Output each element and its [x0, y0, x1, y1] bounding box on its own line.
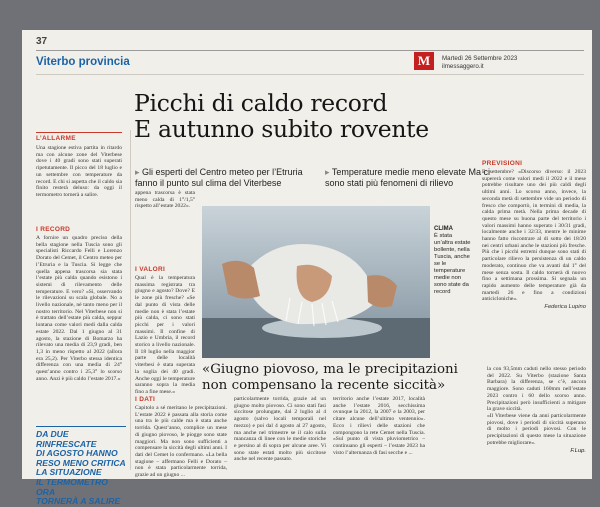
body-column-2 — [234, 396, 326, 463]
body-column-3 — [333, 396, 425, 456]
promo-box — [36, 430, 126, 507]
allarme-text: Una stagione estiva partita in ritardo ma con alcune zone del Viterbese dove i 40 gradi sono stati superati ripetutamente. Il picco del 18 luglio e un settembre con temperature da record. E chi si aspetta che il caldo sia finito resterà deluso: da oggi il termometro tornerà a salire. — [36, 145, 122, 198]
dati-kicker: I DATI — [135, 396, 156, 403]
body-text-2: particolarmente torrida, grazie ad un giugno molto piovoso. Ci sono stati fasi siccitose prolungate, dal 2 luglio al 4 agosto (salvo locali temporali nel mezzo) e poi dal 4 agosto al 27 agosto, ma anche nel trimestre se il calo sulla mancanza di linee con le medie storiche e persino al di sopra per alcune aree. Vi sono state estati molto più siccitose anche nel recente passato. — [234, 396, 326, 463]
dati-column — [135, 396, 227, 479]
subheadline-left — [135, 167, 323, 189]
previsioni-text: E settembre? «Discorso diverso: il 2023 supererà come valori medi il 2022 e il mese potrebbe risultare uno dei più caldi degli ultimi anni. Lo scorso anno, invece, la seconda metà di settembre vide un periodo di fresco che comportò, in termini di media, la calda prima metà. Nella prima decade di questo mese su buona parte del territorio i valori massimi hanno superato i 30/31 gradi, localmente anche i 32/33, mentre le minime hanno fatto riscontrare al di sotto dei 18/20 nei centri urbani anche le stazioni più fresche. Più che i picchi estremi dunque sono stati di particolare rilievo la persistenza di un caldo moderato, continuo che va avanti dal 1° del mese senza sosta. Il caldo tornerà di nuovo fino a settimana prossima. Si segnala un rapido aumento delle temperature già da martedì 26 e fino a condizioni anticicloniche». — [482, 169, 586, 303]
allarme-kicker: L’ALLARME — [36, 132, 122, 142]
dateline — [442, 55, 517, 70]
promo-line-1: DA DUE RINFRESCATE — [36, 429, 97, 449]
valori-column — [135, 266, 195, 396]
dati-text: Capitolo a sé meritano le precipitazioni. L’estate 2022 è passata alla storia come una tra le più calde ma è stata anche torrida. Quest’anno, complice un mese di giugno piovoso, le piogge sono state maggiori. Ma non sono sufficienti a compensare la siccità degli ultimi anni. I dati del Cemet lo confermano. «La bella stagione – affermano Felli e Dorato – non è stata particolarmente torrida, grazie ad un giugno ... — [135, 405, 227, 479]
subheadline-right-text: Temperature medie meno elevate Ma ci sono stati più fenomeni di rilievo — [325, 167, 490, 188]
promo-line-6: TORNERÀ A SALIRE — [36, 496, 121, 507]
pull-quote — [202, 362, 482, 394]
page-number: 37 — [36, 36, 48, 47]
newspaper-page — [22, 30, 592, 507]
photo-illustration — [202, 206, 430, 358]
issue-date: Martedì 26 Settembre 2023 — [442, 55, 518, 62]
allarme-box — [36, 132, 122, 199]
photo-caption — [434, 226, 472, 296]
bullet-icon: ▸ — [325, 167, 330, 177]
headline-line-2: E autunno subito rovente — [134, 115, 429, 143]
quote-line-1: «Giugno piovoso, ma le precipitazioni — [202, 362, 458, 377]
promo-line-3: RESO MENO CRITICA — [36, 457, 126, 468]
valori-kicker: I VALORI — [135, 266, 166, 273]
promo-rule — [36, 426, 126, 427]
main-headline — [134, 90, 434, 142]
subheadline-right — [325, 167, 490, 189]
top-rule — [36, 50, 584, 51]
website: ilmessaggero.it — [442, 62, 484, 70]
mid-text: appena trascorsa è stata meno calda di 1°/1,5° rispetto all’estate 2022». — [135, 190, 195, 210]
newspaper-logo: M — [414, 52, 434, 70]
byline: Federica Lupino — [544, 304, 586, 311]
promo-line-4: LA SITUAZIONE — [36, 467, 102, 478]
subheadline-left-text: Gli esperti del Centro meteo per l’Etruria fanno il punto sul clima del Viterbese — [135, 167, 303, 188]
section-title: Viterbo provincia — [36, 56, 130, 68]
record-kicker: I RECORD — [36, 226, 71, 233]
record-column — [36, 226, 122, 382]
header-rule — [36, 74, 584, 75]
promo-line-2: DI AGOSTO HANNO — [36, 448, 118, 459]
record-text: A fornire un quadro preciso della bella stagione nella Tuscia sono gli specialisti Riccardo Felli e Lorenzo Dorato del Cemet, il Centro meteo per l’Etruria e la Tuscia. Si legge che quella appena trascorsa sia stata l’estate più calda quando esistono i sistemi di rilevamento delle temperature. E vero? «Sì, osservando le rilevazioni su scala globale. No a livello nazionale, né tanto meno per il nostro territorio. Nel Viterbese non si è trattato dell’estate più calda, seppur lontana come valori medi dalla calda estate 2022. Dal 1 giugno al 31 agosto, la stazione di Bomarzo ha rilevato una media di 23,9 gradi, ben 1,3 in meno rispetto al 2022 (allora era 25,2). Per Viterbo stessa identica differenza con una media di 24° quest’anno contro i 25,3° lo scorso anno. Anzi è più caldo l’estate 2017.» — [36, 235, 122, 382]
quote-line-2: non compensano la recente siccità» — [202, 378, 446, 393]
body-column-5 — [487, 366, 586, 454]
promo-line-5: IL TERMOMETRO ORA — [36, 476, 108, 497]
body-text-5: «Il Viterbese viene da anni particolarmente piovosi, dove i periodi di siccità superano di molto i periodi piovosi. Con le precipitazioni di questo mese la situazione potrebbe migliorare». — [487, 412, 586, 446]
previsioni-column — [482, 160, 586, 310]
mid-column-top — [135, 190, 195, 210]
bullet-icon: ▸ — [135, 167, 140, 177]
previsioni-kicker: PREVISIONI — [482, 160, 523, 167]
body-text-4: la con 93,5mm caduti nello stesso periodo del 2022. Su Viterbo (stazione Santa Barbara) la differenza, se c’è, ancora maggiore. Sono caduti 160mm nell’estate 2023 contro i 60 dello scorso anno. Precipitazioni però insufficienti a mitigare la grave siccità. — [487, 366, 586, 413]
caption-kicker: CLIMA — [434, 226, 453, 232]
body-text-3: territorio anche l’estate 2017, località anche l’estate 2016, secchissima ovunque la 2012, la 2007 e la 2003, per citare alcune dell’ultimo ventennio». Ecco i rilievi delle stazioni che compongono la rete Cemet nella Tuscia. «Sul punto di vista pluviometrico – continuano gli esperti – l’estate 2023 ha visto l’alternanza di fasi secche e ... — [333, 396, 425, 456]
column-divider — [130, 130, 131, 470]
caption-text: È stata un’altra estate bollente, nella Tuscia, anche se le temperature medie non sono state da record — [434, 233, 471, 295]
headline-line-1: Picchi di caldo record — [134, 89, 388, 117]
signature: F.Lup. — [570, 448, 586, 455]
heat-photo — [202, 206, 430, 358]
valori-text: Qual è la temperatura massima registrata tra giugno e agosto? Dove? E le zone più fresche? «Se dal punto di vista delle medie non è stata l’estate più calda, ci sono stati picchi per i valori massimi. Il confine di Lazio e Umbria, il record storico a livello nazionale. Il 18 luglio nella maggior parte delle località viterbesi è stata superata la soglia dei 40 gradi. Anche oggi le temperature saranno sopra la media fino a fine mese.» — [135, 275, 195, 395]
